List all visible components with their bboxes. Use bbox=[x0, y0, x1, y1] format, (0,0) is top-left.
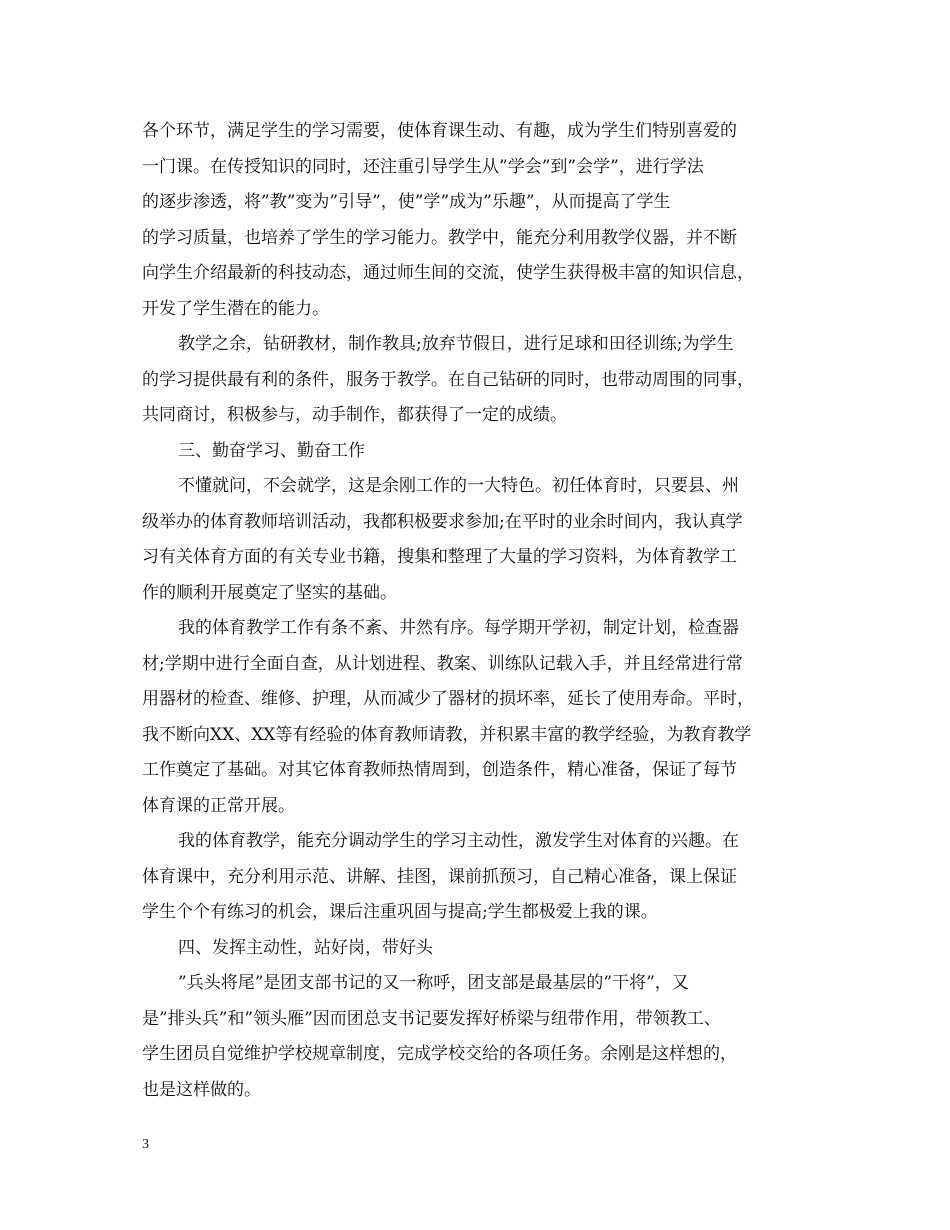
text-line: 的学习质量，也培养了学生的学习能力。教学中，能充分利用教学仪器，并不断 bbox=[142, 227, 737, 248]
text-line: 作的顺利开展奠定了坚实的基础。 bbox=[142, 582, 397, 603]
text-line: 学生个个有练习的机会，课后注重巩固与提高;学生都极爱上我的课。 bbox=[142, 902, 658, 922]
text-line: 共同商讨，积极参与，动手制作，都获得了一定的成绩。 bbox=[142, 405, 567, 425]
text-line: 向学生介绍最新的科技动态，通过师生间的交流，使学生获得极丰富的知识信息， bbox=[142, 263, 754, 283]
text-line: 开发了学生潜在的能力。 bbox=[142, 298, 329, 319]
text-line: 习有关体育方面的有关专业书籍，搜集和整理了大量的学习资料，为体育教学工 bbox=[142, 547, 737, 567]
paragraph-first-line: ”兵头将尾”是团支部书记的又一称呼，团支部是最基层的”干将”，又 bbox=[178, 973, 689, 993]
text-line: 体育课中，充分利用示范、讲解、挂图，课前抓预习，自己精心准备，课上保证 bbox=[142, 866, 737, 887]
text-line: 学生团员自觉维护学校规章制度，完成学校交给的各项任务。余刚是这样想的， bbox=[142, 1044, 737, 1064]
text-line: 的学习提供最有利的条件，服务于教学。在自己钻研的同时，也带动周围的同事， bbox=[142, 369, 754, 390]
paragraph-first-line: 教学之余，钻研教材，制作教具;放弃节假日，进行足球和田径训练;为学生 bbox=[178, 334, 734, 354]
text-line: 的逐步渗透，将”教”变为”引导”，使”学”成为”乐趣”，从而提高了学生 bbox=[142, 192, 671, 212]
page-number: 3 bbox=[142, 1137, 149, 1152]
text-line: 用器材的检查、维修、护理，从而减少了器材的损坏率，延长了使用寿命。平时， bbox=[142, 689, 754, 709]
paragraph-first-line: 四、发挥主动性，站好岗，带好头 bbox=[178, 937, 433, 958]
paragraph-first-line: 我的体育教学，能充分调动学生的学习主动性，激发学生对体育的兴趣。在 bbox=[178, 831, 739, 851]
text-line: 也是这样做的。 bbox=[142, 1079, 261, 1100]
body-text bbox=[142, 114, 810, 1108]
paragraph-first-line: 三、勤奋学习、勤奋工作 bbox=[178, 440, 365, 461]
text-line: 体育课的正常开展。 bbox=[142, 795, 295, 816]
text-line: 一门课。在传授知识的同时，还注重引导学生从”学会”到”会学”，进行学法 bbox=[142, 156, 704, 177]
text-line: 我不断向XX、XX等有经验的体育教师请教，并积累丰富的教学经验，为教育教学 bbox=[142, 724, 752, 745]
paragraph-first-line: 不懂就问，不会就学，这是余刚工作的一大特色。初任体育时，只要县、州 bbox=[178, 476, 739, 496]
text-line: 材;学期中进行全面自查，从计划进程、教案、训练队记载入手，并且经常进行常 bbox=[142, 653, 743, 674]
text-line: 工作奠定了基础。对其它体育教师热情周到，创造条件，精心准备，保证了每节 bbox=[142, 760, 737, 780]
text-line: 级举办的体育教师培训活动，我都积极要求参加;在平时的业余时间内，我认真学 bbox=[142, 511, 743, 532]
text-line: 是”排头兵”和”领头雁”因而团总支书记要发挥好桥梁与纽带作用，带领教工、 bbox=[142, 1008, 721, 1029]
text-line: 各个环节，满足学生的学习需要，使体育课生动、有趣，成为学生们特别喜爱的 bbox=[142, 121, 737, 141]
paragraph-first-line: 我的体育教学工作有条不紊、井然有序。每学期开学初，制定计划，检查器 bbox=[178, 618, 739, 638]
